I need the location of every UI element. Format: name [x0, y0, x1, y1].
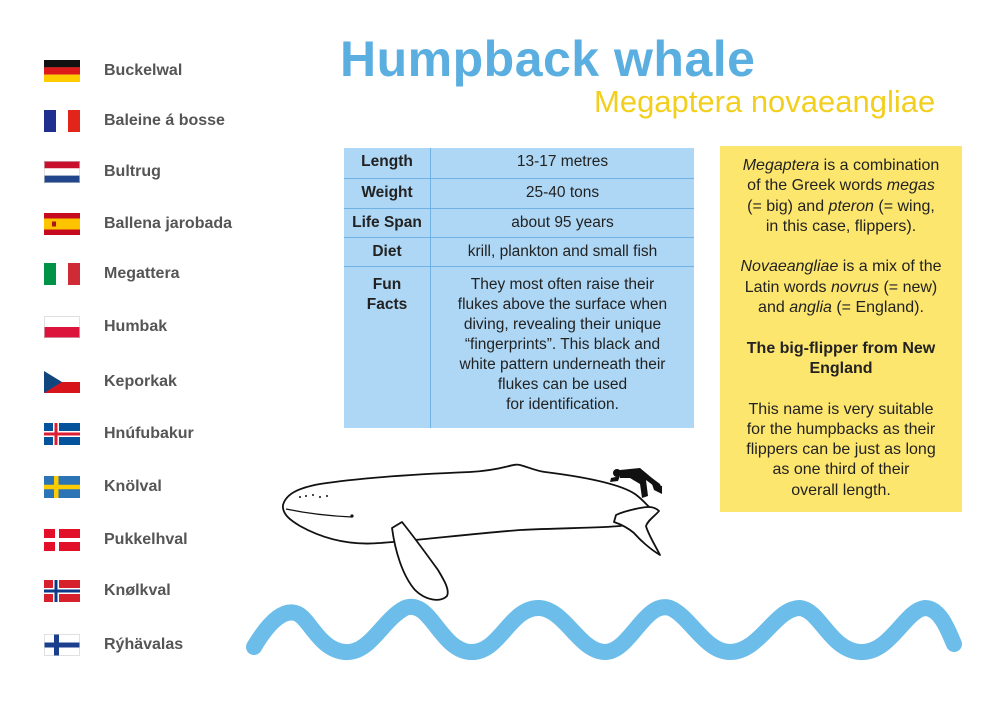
fun-fact-line: “fingerprints”. This black and: [464, 335, 661, 353]
page-subtitle: Megaptera novaeangliae: [594, 84, 936, 119]
fun-fact-line: for identification.: [506, 395, 619, 413]
language-name: Knølkval: [104, 582, 171, 599]
whale-icon: [283, 465, 660, 600]
note-paragraph: This name is very suitable for the humpbacks as their flippers can be just as long as one third of their overall length.: [746, 400, 936, 499]
language-name: Baleine á bosse: [104, 112, 225, 129]
fact-value: krill, plankton and small fish: [467, 242, 658, 260]
fact-value: 25-40 tons: [525, 183, 600, 201]
note-paragraph: Novaeangliae is a mix of the Latin words novrus (= new) and anglia (= England).: [740, 258, 942, 317]
note-paragraph: Megaptera is a combination of the Greek words megas (= big) and pteron (= wing, in this case, flippers).: [742, 157, 940, 235]
fact-label: Life Span: [352, 213, 422, 231]
fact-label: Fun: [372, 275, 402, 293]
language-name: Ballena jarobada: [104, 215, 233, 232]
fact-value: about 95 years: [511, 213, 614, 231]
fact-label: Length: [361, 153, 413, 170]
fact-label: Diet: [372, 242, 402, 260]
language-name: Rýhävalas: [104, 636, 184, 653]
language-name: Buckelwal: [104, 62, 183, 79]
language-name: Keporkak: [104, 373, 177, 390]
fun-fact-line: diving, revealing their unique: [463, 315, 662, 333]
language-name: Megattera: [104, 265, 180, 282]
page-title: Humpback whale: [340, 31, 756, 87]
fact-value: 13-17 metres: [516, 153, 609, 170]
language-name: Bultrug: [104, 163, 161, 180]
language-name: Hnúfubakur: [104, 425, 194, 442]
fact-label: Weight: [361, 183, 413, 201]
language-name: Knölval: [104, 478, 162, 495]
fun-fact-line: flukes above the surface when: [457, 295, 668, 313]
language-name: Pukkelhval: [104, 531, 188, 548]
fun-fact-line: They most often raise their: [470, 275, 655, 293]
fun-fact-line: flukes can be used: [497, 375, 628, 393]
fact-label: Facts: [366, 295, 408, 313]
note-heading: The big-flipper from New England: [746, 339, 936, 377]
language-name: Humbak: [104, 318, 168, 335]
fun-fact-line: white pattern underneath their: [459, 355, 666, 373]
wave-icon: [254, 607, 954, 652]
